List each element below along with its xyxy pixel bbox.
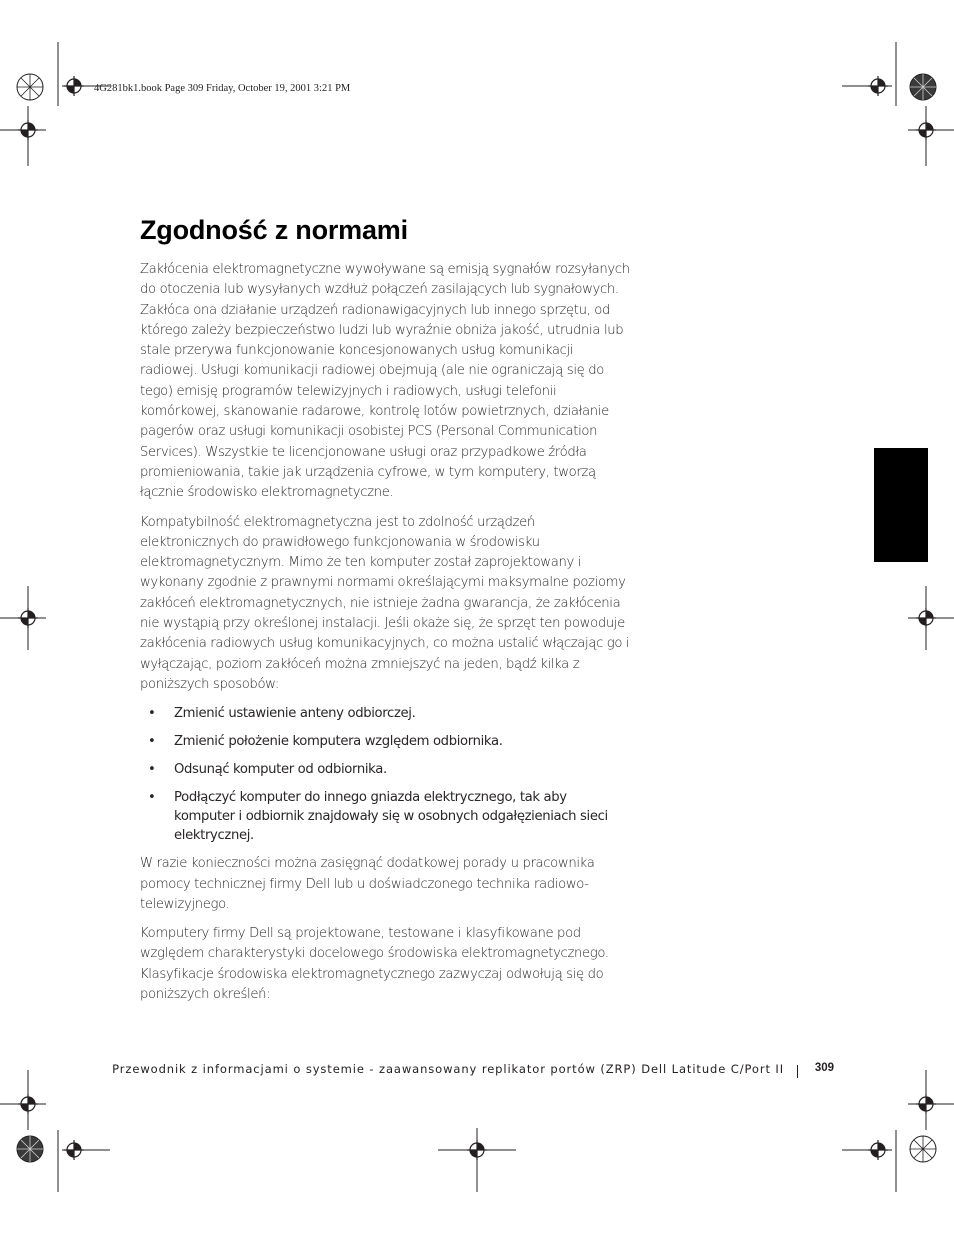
page-title: Zgodność z normami bbox=[140, 215, 408, 245]
list-item bbox=[140, 704, 630, 723]
list-item bbox=[140, 732, 630, 751]
paragraph-technical-help: W razie konieczności można zasięgnąć dodatkowej porady u pracownika pomocy technicznej firmy Dell lub u doświadczonego technika radiowo-telewizyjnego. bbox=[140, 856, 595, 912]
page-number: 309 bbox=[814, 1062, 834, 1074]
bullet-icon: • bbox=[148, 762, 156, 778]
bullet-icon: • bbox=[148, 734, 156, 750]
list-item-text: Podłączyć komputer do innego gniazda elektrycznego, tak aby komputer i odbiornik znajdowały się w osobnych odgałęzieniach sieci elektrycznej. bbox=[174, 790, 608, 844]
footer-title: Przewodnik z informacjami o systemie - zaawansowany replikator portów (ZRP) Dell Latitude C/Port II bbox=[112, 1062, 784, 1076]
bullet-icon: • bbox=[148, 790, 156, 806]
running-footer bbox=[112, 1062, 836, 1080]
list-item bbox=[140, 788, 630, 845]
paragraph-emc-definition: Kompatybilność elektromagnetyczna jest to zdolność urządzeń elektronicznych do prawidłowego funkcjonowania w środowisku elektromagnetycznym. Mimo że ten komputer został zaprojektowany i wykonany zgodnie z prawnymi normami określającymi maksymalne poziomy zakłóceń elektromagnetycznych, nie istnieje żadna gwarancja, że zakłócenia nie wystąpią przy określonej instalacji. Jeśli okaże się, że sprzęt ten powoduje zakłócenia radiowych usług komunikacyjnych, co można ustalić włączając go i wyłączając, poziom zakłóceń można zmniejszyć na jeden, bądź kilka z poniższych sposobów: bbox=[140, 514, 630, 692]
page-content bbox=[140, 215, 630, 1014]
remedy-list bbox=[140, 704, 630, 845]
paragraph-emi-definition: Zakłócenia elektromagnetyczne wywoływane są emisją sygnałów rozsyłanych do otoczenia lub wysyłanych wzdłuż połączeń zasilających lub sygnałowych. Zakłóca ona działanie urządzeń radionawigacyjnych lub innego sprzętu, od którego zależy bezpieczeństwo ludzi lub wyraźnie obniża jakość, utrudnia lub stale przerywa funkcjonowanie koncesjonowanych usług komunikacji radiowej. Usługi komunikacji radiowej obejmują (ale nie ograniczają się do tego) emisję programów telewizyjnych i radiowych, usługi telefonii komórkowej, skanowanie radarowe, kontrolę lotów powietrznych, działanie pagerów oraz usługi komunikacji osobistej PCS (Personal Communication Services). Wszystkie te licencjonowane usługi oraz przypadkowe źródła promieniowania, takie jak urządzenia cyfrowe, w tym komputery, tworzą łącznie środowisko elektromagnetyczne. bbox=[140, 262, 630, 501]
printer-slug-line: 4G281bk1.book Page 309 Friday, October 19, 2001 3:21 PM bbox=[94, 83, 351, 94]
chapter-thumb-tab bbox=[874, 448, 928, 562]
paragraph-classification: Komputery firmy Dell są projektowane, testowane i klasyfikowane pod względem charakterystyki docelowego środowiska elektromagnetycznego. Klasyfikacje środowiska elektromagnetycznego zazwyczaj odwołują się do poniższych określeń: bbox=[140, 926, 609, 1003]
footer-divider bbox=[797, 1065, 798, 1078]
list-item-text: Odsunąć komputer od odbiornika. bbox=[174, 762, 387, 778]
bullet-icon: • bbox=[148, 706, 156, 722]
list-item-text: Zmienić położenie komputera względem odbiornika. bbox=[174, 734, 503, 750]
list-item bbox=[140, 760, 630, 779]
list-item-text: Zmienić ustawienie anteny odbiorczej. bbox=[174, 706, 416, 722]
